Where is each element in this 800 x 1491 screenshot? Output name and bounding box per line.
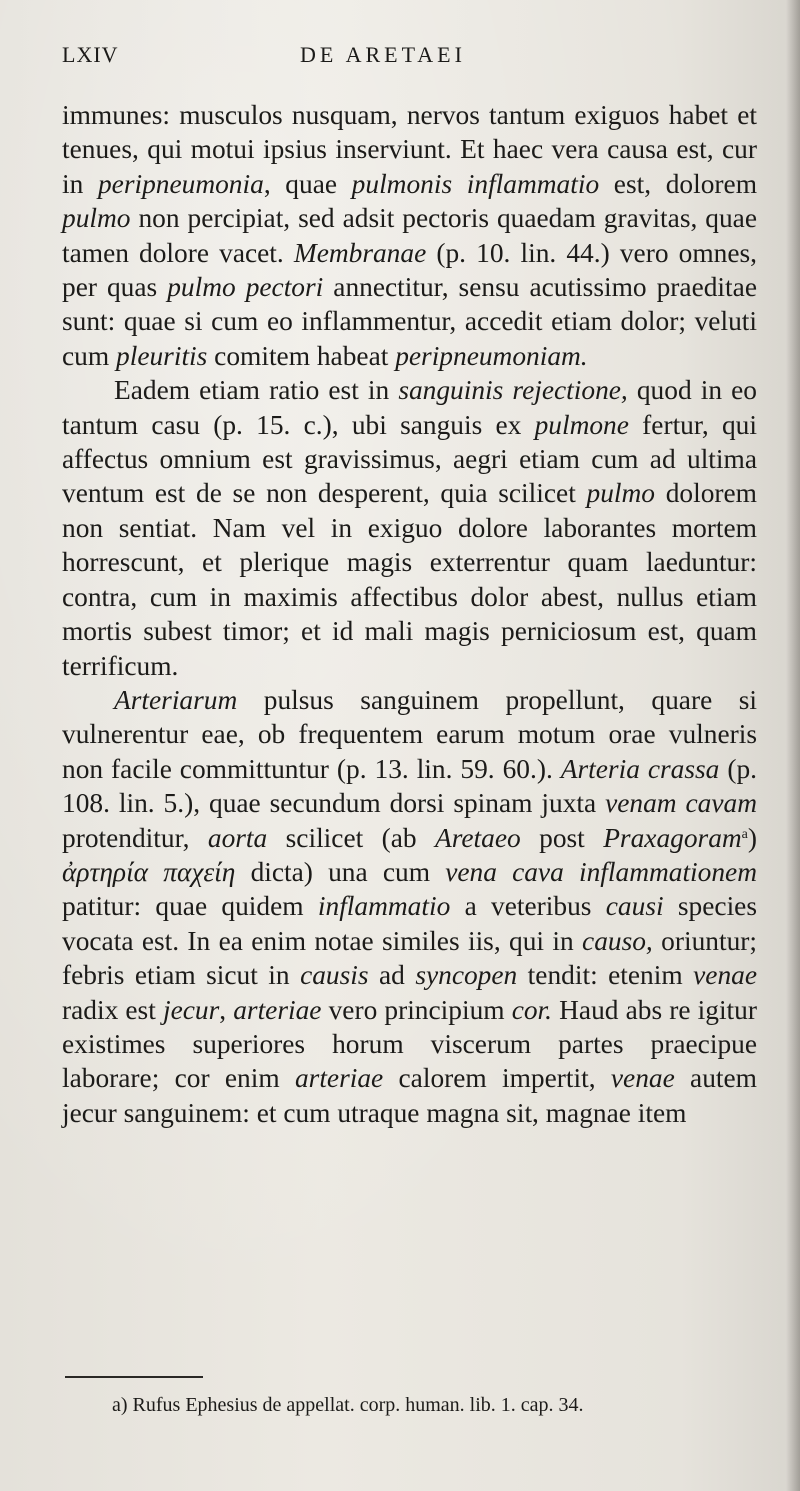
italic-term: venae: [610, 1063, 675, 1094]
italic-term: Arteria crassa: [560, 753, 720, 784]
main-text: [62, 98, 757, 1130]
italic-term: inflammatio: [317, 891, 451, 922]
text-run: fertur, qui affectus omnium est gravissimus, aegri etiam cum ad ultima ventum est de se non desperent, quia scilicet: [62, 409, 757, 509]
text-run: (p. 108. lin. 5.), quae secundum dorsi spinam juxta: [62, 753, 757, 819]
text-run: species vocata est. In ea enim notae similes iis, qui in: [62, 891, 757, 956]
italic-term: causis: [300, 960, 369, 991]
text-run: non percipiat, sed adsit pectoris quaedam gravitas, quae tamen dolore vacet.: [62, 203, 757, 268]
text-run: ad: [368, 960, 416, 991]
text-run: autem jecur sanguinem: et cum utraque magna sit, magnae item: [62, 1063, 757, 1128]
text-run: oriuntur; febris etiam sicut in: [62, 925, 757, 991]
italic-term: peripneumonia: [97, 168, 264, 199]
text-run: scilicet (ab: [267, 822, 436, 853]
italic-term: ἀρτηρία παχείη: [62, 856, 236, 887]
italic-term: Praxagoram: [603, 822, 742, 853]
text-run: Eadem etiam ratio est in: [114, 375, 399, 406]
running-title: DE ARETAEI: [300, 42, 466, 67]
text-run: patitur: quae quidem: [62, 891, 318, 922]
footnote-divider: [65, 1376, 203, 1378]
italic-term: pulmonis inflammatio: [351, 168, 600, 199]
text-run: est, dolorem: [599, 168, 758, 199]
italic-term: causi: [605, 891, 664, 922]
page-header: [62, 42, 762, 76]
italic-term: peripneumoniam.: [395, 340, 588, 371]
italic-term: venam cavam: [605, 788, 757, 819]
text-run: (p. 10. lin. 44.) vero omnes, per quas: [62, 237, 757, 303]
italic-term: pulmone: [534, 409, 629, 440]
text-run: ,: [219, 994, 234, 1025]
text-run: radix est: [62, 994, 163, 1025]
italic-term: sanguinis rejectione,: [398, 375, 628, 406]
text-run: quod in eo tantum casu (p. 15. c.), ubi sanguis ex: [62, 375, 757, 440]
text-run: dicta) una cum: [235, 856, 446, 887]
text-run: ): [747, 822, 758, 853]
italic-term: Aretaeo: [435, 822, 521, 853]
text-run: dolorem non sentiat. Nam vel in exiguo dolore laborantes mortem horrescunt, et plerique magis exterrentur quam laeduntur: contra, cum in maximis affectibus dolor abest, nullus etiam mortis subest timor; et id mali magis perniciosum est, quam terrificum.: [62, 478, 757, 681]
italic-term: pleuritis: [116, 340, 208, 371]
paragraph: [62, 98, 757, 373]
page-number: LXIV: [62, 42, 119, 67]
paragraph: [62, 683, 757, 1130]
text-run: comitem habeat: [207, 340, 396, 371]
italic-term: pulmo: [586, 478, 655, 509]
text-run: pulsus sanguinem propellunt, quare si vulnerentur eae, ob frequentem earum motum orae vulneris non facile committuntur (p. 13. lin. 59. 60.).: [62, 684, 757, 784]
page-edge-shadow: [786, 0, 800, 1491]
italic-term: aorta: [207, 822, 268, 853]
text-run: tendit: etenim: [517, 960, 694, 991]
text-run: annectitur, sensu acutissimo praeditae sunt: quae si cum eo inflammentur, accedit etiam dolor; veluti cum: [62, 272, 757, 371]
italic-term: pulmo pectori: [167, 272, 324, 303]
italic-term: cor.: [511, 994, 553, 1025]
text-run: , quae: [263, 168, 352, 199]
italic-term: syncopen: [415, 960, 518, 991]
italic-term: causo,: [582, 925, 653, 956]
italic-term: venae: [693, 960, 757, 991]
italic-term: jecur: [162, 994, 220, 1025]
text-run: Haud abs re igitur existimes superiores horum viscerum partes praecipue laborare; cor enim: [62, 994, 757, 1094]
italic-term: pulmo: [62, 203, 131, 234]
italic-term: vena cava inflammationem: [445, 856, 757, 887]
text-run: post: [520, 822, 604, 853]
paragraph: [62, 373, 757, 683]
italic-term: arteriae: [233, 994, 322, 1025]
italic-term: Membranae: [293, 237, 427, 268]
text-run: vero principium: [321, 994, 512, 1025]
italic-term: arteriae: [294, 1063, 384, 1094]
footnote-marker: a: [741, 826, 748, 842]
text-run: immunes: musculos nusquam, nervos tantum exiguos habet et tenues, qui motui ipsius inserviunt. Et haec vera causa est, cur in: [62, 100, 757, 199]
italic-term: Arteriarum: [114, 684, 238, 715]
text-run: protenditur,: [62, 822, 208, 853]
text-run: calorem impertit,: [383, 1063, 611, 1094]
text-run: a veteribus: [450, 891, 606, 922]
footnote: a) Rufus Ephesius de appellat. corp. human. lib. 1. cap. 34.: [112, 1394, 584, 1416]
